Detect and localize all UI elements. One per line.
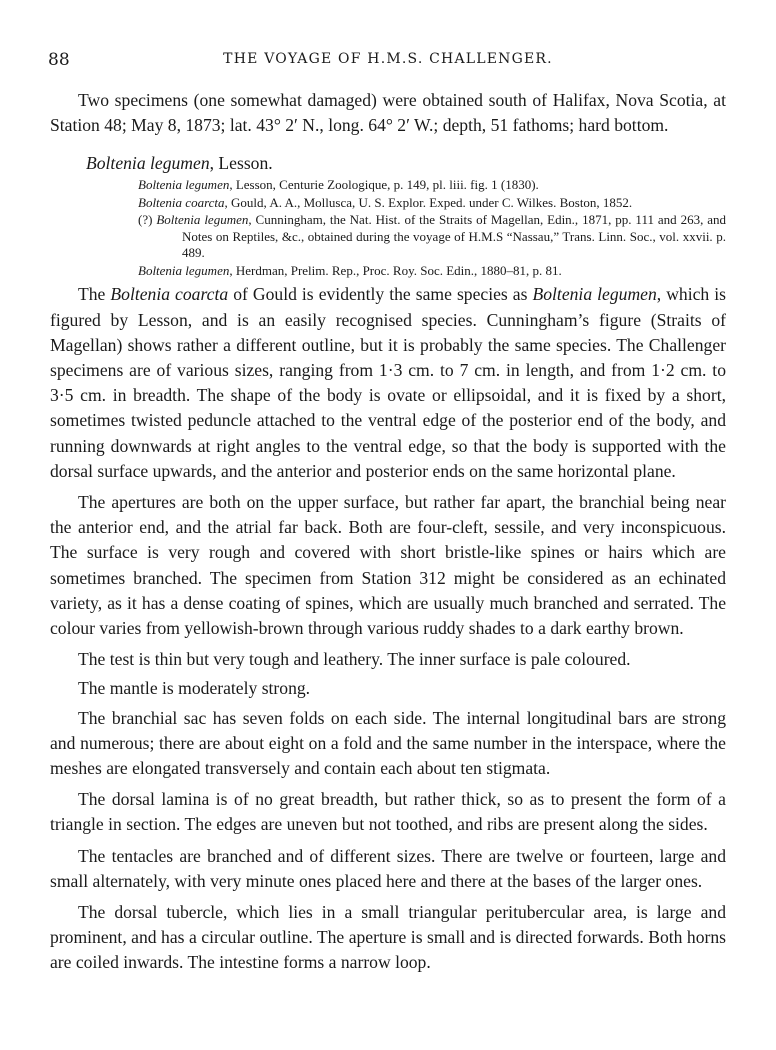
taxon-name: Boltenia legumen bbox=[532, 284, 657, 305]
paragraph-apertures: The apertures are both on the upper surface, but rather far apart, the branchial being near the anterior end, and the atrial far back. Both are four-cleft, sessile, and very inconspicuous. The surface is very rough and covered with short bristle-like spines or hairs which are sometimes branched. The specimen from Station 312 might be considered as an echinated variety, as it has a dense coating of spines, which are usually much branched and serrated. The colour varies from yellowish-brown through various ruddy shades to a dark earthy brown. bbox=[50, 492, 726, 639]
intro-paragraph: Two specimens (one somewhat damaged) were obtained south of Halifax, Nova Scotia, at Station 48; May 8, 1873; lat. 43° 2′ N., long. 64° 2′ W.; depth, 51 fathoms; hard bottom. bbox=[50, 90, 726, 136]
reference-item bbox=[50, 177, 726, 194]
page-number: 88 bbox=[48, 50, 70, 70]
ref-citation: , Cunningham, the Nat. Hist. of the Straits of Magellan, Edin., 1871, pp. 111 and 263, and Notes on Reptiles, &c., obtained during the voyage of H.M.S “Nassau,” Trans. Linn. Soc., vol. xxvii. p. 489. bbox=[182, 212, 726, 261]
paragraph-tentacles: The tentacles are branched and of different sizes. There are twelve or fourteen, large and small alternately, with very minute ones placed here and there at the bases of the larger ones. bbox=[50, 845, 726, 891]
taxon-name: Boltenia coarcta bbox=[110, 284, 229, 305]
paragraph-dorsal-lamina: The dorsal lamina is of no great breadth, but rather thick, so as to present the form of a triangle in section. The edges are uneven but not toothed, and ribs are present along the sides. bbox=[50, 789, 726, 835]
paragraph-coarcta bbox=[50, 282, 726, 484]
ref-taxon: Boltenia legumen bbox=[138, 177, 230, 193]
paragraph-mantle: The mantle is moderately strong. bbox=[78, 678, 311, 699]
body-text bbox=[50, 88, 726, 982]
reference-item bbox=[50, 195, 726, 212]
species-authority: , Lesson. bbox=[209, 153, 273, 174]
paragraph-dorsal-tubercle: The dorsal tubercle, which lies in a small triangular peritubercular area, is large and prominent, and has a circular outline. The aperture is small and is directed forwards. Both horns are coiled inwards. The intestine forms a narrow loop. bbox=[50, 902, 726, 973]
ref-prefix: (?) bbox=[138, 212, 157, 228]
page-header bbox=[48, 50, 728, 70]
ref-citation: , Lesson, Centurie Zoologique, p. 149, pl. liii. fig. 1 (1830). bbox=[229, 177, 539, 193]
paragraph-test: The test is thin but very tough and leathery. The inner surface is pale coloured. bbox=[78, 649, 631, 670]
synonymy-list bbox=[50, 177, 726, 279]
ref-citation: , Gould, A. A., Mollusca, U. S. Explor. Exped. under C. Wilkes. Boston, 1852. bbox=[224, 194, 633, 210]
reference-item bbox=[50, 263, 726, 280]
text-run: , which is figured by Lesson, and is an easily recognised species. Cunningham’s figure (Straits of Magellan) shows rather a different outline, but it is probably the same species. The Challenger specimens are of various sizes, ranging from 1·3 cm. to 7 cm. in length, and from 1·2 cm. to 3·5 cm. in breadth. The shape of the body is ovate or ellipsoidal, and it is fixed by a short, sometimes twisted peduncle attached to the ventral edge of the posterior end of the body, and running downwards at right angles to the ventral edge, so that the body is supported with the dorsal surface upwards, and the anterior and posterior ends on the same horizontal plane. bbox=[50, 284, 726, 481]
species-heading bbox=[86, 151, 726, 175]
text-run: The bbox=[78, 284, 111, 305]
ref-taxon: Boltenia legumen bbox=[138, 262, 230, 278]
reference-item bbox=[50, 212, 726, 262]
running-title: THE VOYAGE OF H.M.S. CHALLENGER. bbox=[223, 51, 553, 67]
species-name: Boltenia legumen bbox=[86, 153, 210, 174]
ref-taxon: Boltenia coarcta bbox=[138, 194, 225, 210]
ref-taxon: Boltenia legumen bbox=[156, 212, 249, 228]
ref-citation: , Herdman, Prelim. Rep., Proc. Roy. Soc. Edin., 1880–81, p. 81. bbox=[229, 262, 562, 278]
text-run: of Gould is evidently the same species as bbox=[228, 284, 533, 305]
paragraph-branchial-sac: The branchial sac has seven folds on each side. The internal longitudinal bars are strong and numerous; there are about eight on a fold and the same number in the interspace, where the meshes are elongated transversely and contain each about ten stigmata. bbox=[50, 707, 726, 779]
